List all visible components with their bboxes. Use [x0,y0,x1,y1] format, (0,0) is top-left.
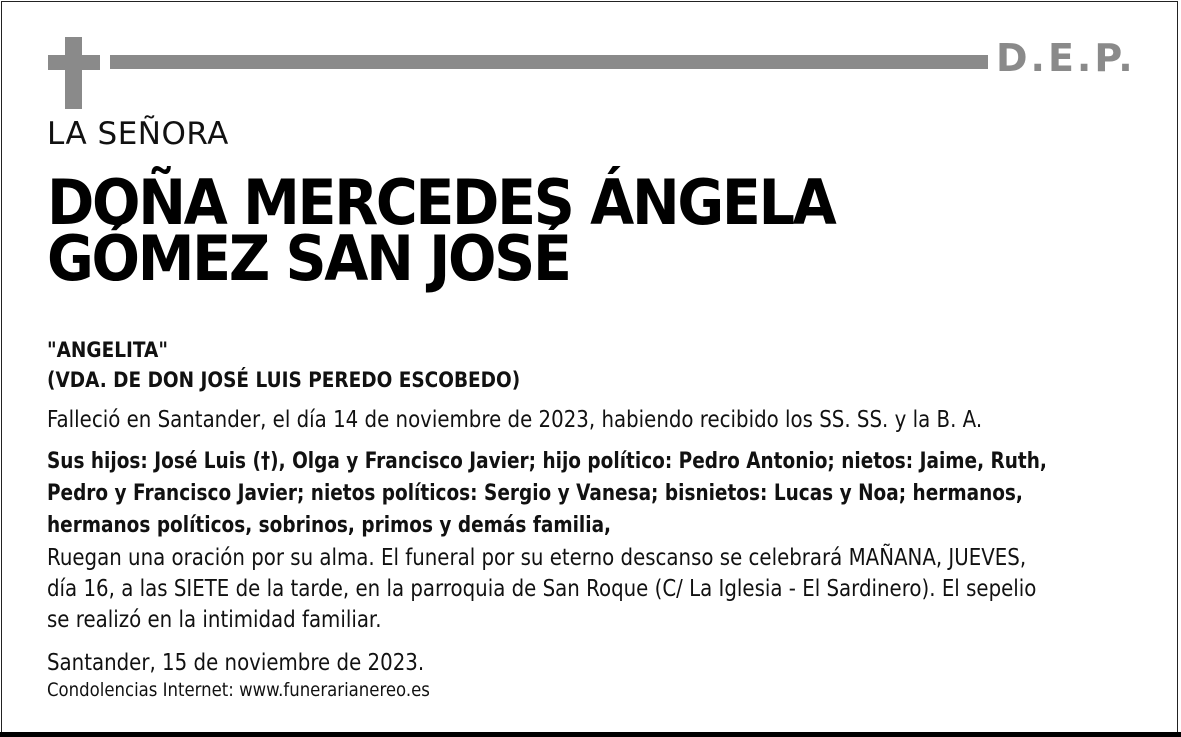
family-line: Sus hijos: José Luis (†), Olga y Francisco Javier; hijo político: Pedro Antonio; nietos: Jaime, Ruth, [47,449,1047,474]
deceased-name-line2: GÓMEZ SAN JOSÉ [47,222,570,295]
request-line: se realizó en la intimidad familiar. [47,607,382,633]
death-info: Falleció en Santander, el día 14 de noviembre de 2023, habiendo recibido los SS. SS. y la B. A. [47,407,983,433]
cross-icon [48,37,100,109]
nickname: "ANGELITA" [47,338,168,362]
request-line: Ruegan una oración por su alma. El funeral por su eterno descanso se celebrará MAÑANA, JUEVES, [47,545,1027,571]
family-line: hermanos políticos, sobrinos, primos y demás familia, [47,513,612,538]
family-paragraph [47,446,1047,542]
dep-label: D.E.P. [996,36,1136,80]
header-divider [110,55,988,69]
request-line: día 16, a las SIETE de la tarde, en la parroquia de San Roque (C/ La Iglesia - El Sardinero). El sepelio [47,576,1037,602]
family-line: Pedro y Francisco Javier; nietos políticos: Sergio y Vanesa; bisnietos: Lucas y Noa; hermanos, [47,481,1023,506]
honorific: LA SEÑORA [47,116,229,152]
bottom-rule [0,732,1181,737]
funeral-request-paragraph [47,543,1036,636]
condolences-line: Condolencias Internet: www.funerarianereo.es [47,679,430,701]
widow-of: (VDA. DE DON JOSÉ LUIS PEREDO ESCOBEDO) [47,368,521,392]
place-date: Santander, 15 de noviembre de 2023. [47,650,425,676]
deceased-name-line1: DOÑA MERCEDES ÁNGELA [47,166,835,239]
